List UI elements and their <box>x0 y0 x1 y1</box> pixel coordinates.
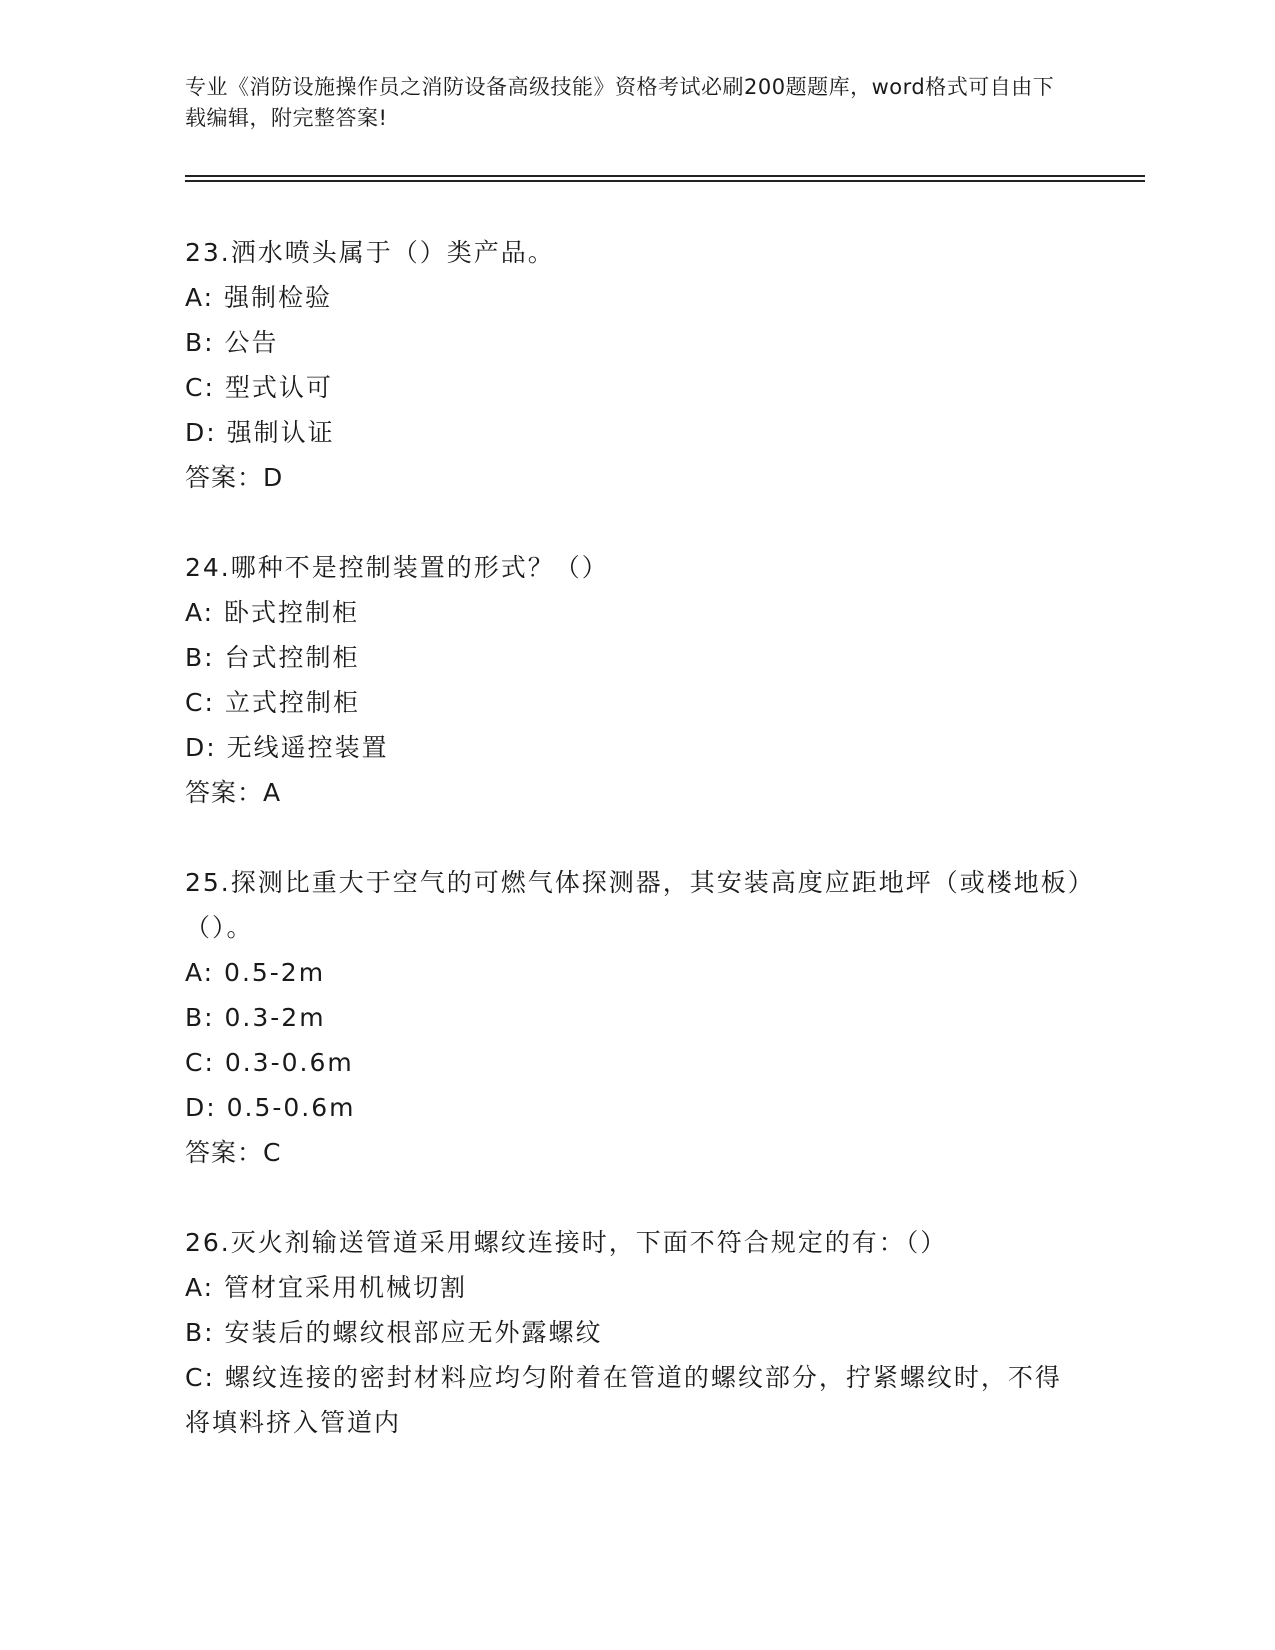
question-stem: 25.探测比重大于空气的可燃气体探测器，其安装高度应距地坪（或楼地板）（）。 <box>185 868 1083 942</box>
question-stem: 24.哪种不是控制装置的形式？（） <box>185 553 609 582</box>
option-d: D: 0.5-0.6m <box>185 1093 356 1122</box>
answer-line: 答案：A <box>185 778 282 807</box>
option-b: B: 台式控制柜 <box>185 643 360 672</box>
option-d: D: 强制认证 <box>185 418 335 447</box>
option-b: B: 0.3-2m <box>185 1003 326 1032</box>
header-divider-bottom <box>185 180 1145 182</box>
option-a: A: 强制检验 <box>185 283 333 312</box>
answer-line: 答案：C <box>185 1138 282 1167</box>
option-a: A: 卧式控制柜 <box>185 598 360 627</box>
option-a: A: 管材宜采用机械切割 <box>185 1273 468 1302</box>
question-item <box>185 230 1085 500</box>
option-c: C: 螺纹连接的密封材料应均匀附着在管道的螺纹部分，拧紧螺纹时，不得将填料挤入管道内 <box>185 1363 1062 1437</box>
question-item <box>185 860 1085 1175</box>
question-item <box>185 545 1085 815</box>
option-c: C: 立式控制柜 <box>185 688 360 717</box>
option-b: B: 安装后的螺纹根部应无外露螺纹 <box>185 1318 603 1347</box>
answer-line: 答案：D <box>185 463 284 492</box>
question-item <box>185 1220 1085 1445</box>
question-list <box>185 230 1085 1490</box>
option-c: C: 型式认可 <box>185 373 333 402</box>
option-d: D: 无线遥控装置 <box>185 733 389 762</box>
option-c: C: 0.3-0.6m <box>185 1048 354 1077</box>
option-a: A: 0.5-2m <box>185 958 326 987</box>
header-divider-top <box>185 175 1145 177</box>
option-b: B: 公告 <box>185 328 279 357</box>
document-header: 专业《消防设施操作员之消防设备高级技能》资格考试必刷200题题库，word格式可自由下载编辑，附完整答案! <box>185 75 1055 130</box>
question-stem: 23.洒水喷头属于（）类产品。 <box>185 238 555 267</box>
question-stem: 26.灭火剂输送管道采用螺纹连接时，下面不符合规定的有：（） <box>185 1228 948 1257</box>
